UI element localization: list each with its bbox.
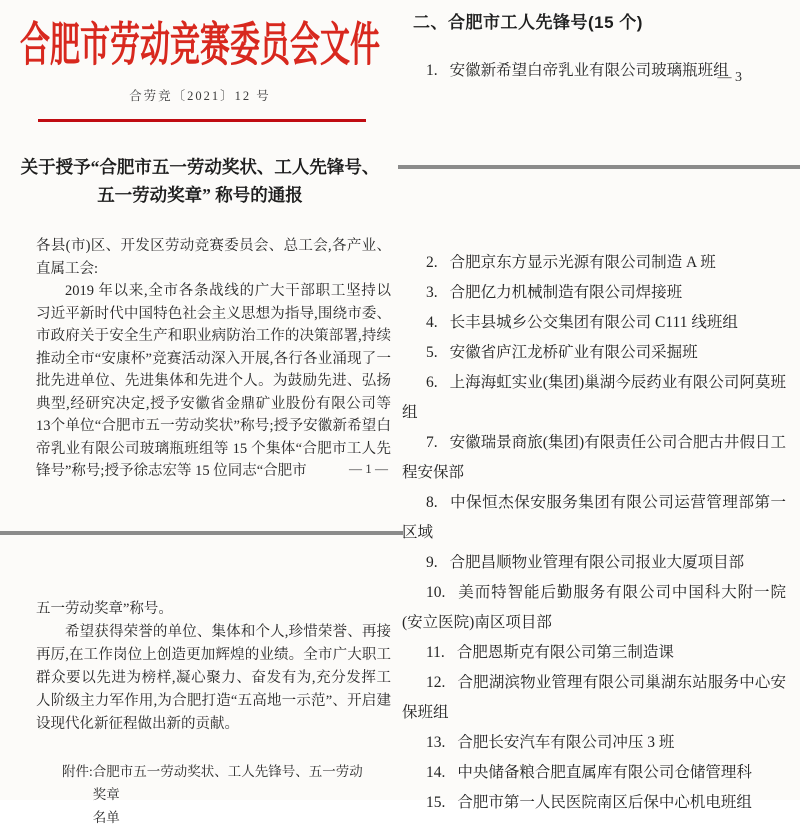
list-item-number: 6.: [426, 374, 438, 391]
list-item: [402, 368, 786, 428]
list-item: [402, 248, 786, 278]
list-item-number: 7.: [426, 434, 438, 451]
attachment-label: 附件:: [62, 764, 93, 779]
list-item-number: 1.: [426, 61, 438, 79]
list-item: [402, 308, 786, 338]
list-item: [402, 758, 786, 788]
attachment-line2: 名单: [92, 810, 120, 825]
list-item-number: 10.: [426, 584, 446, 601]
list-item-text: 合肥市第一人民医院南区后保中心机电班组: [457, 794, 752, 811]
list-item-text: 合肥亿力机械制造有限公司焊接班: [449, 284, 683, 301]
list-item-number: 8.: [426, 494, 438, 511]
list-item: [402, 278, 786, 308]
list-item-text: 中央储备粮合肥直属库有限公司仓储管理科: [457, 764, 752, 781]
list-item-number: 11.: [426, 644, 445, 661]
list-item-text: 合肥昌顺物业管理有限公司报业大厦项目部: [449, 554, 745, 571]
list-item-text: 合肥恩斯克有限公司第三制造课: [456, 644, 674, 661]
list-item-text: 安徽瑞景商旅(集团)有限责任公司合肥古井假日工程安保部: [402, 434, 786, 481]
list-item-text: 中保恒杰保安服务集团有限公司运营管理部第一区域: [402, 494, 786, 541]
list-item-text: 安徽新希望白帝乳业有限公司玻璃瓶班组: [449, 61, 729, 79]
notice-title: [10, 153, 390, 209]
attachment-content: [93, 760, 369, 829]
worker-pioneer-list: [402, 248, 786, 818]
list-item: [402, 668, 786, 728]
page2-body: [36, 598, 391, 736]
list-item-text: 长丰县城乡公交集团有限公司 C111 线班组: [449, 314, 738, 331]
list-item-number: 14.: [426, 764, 446, 781]
attachment-line1: 合肥市五一劳动奖状、工人先锋号、五一劳动奖章: [92, 764, 363, 802]
list-item: [402, 578, 786, 638]
salutation: 各县(市)区、开发区劳动竞赛委员会、总工会,各产业、直属工会:: [36, 238, 391, 277]
list-item-text: 安徽省庐江龙桥矿业有限公司采掘班: [449, 344, 698, 361]
notice-title-line1: 关于授予“合肥市五一劳动奖状、工人先锋号、: [20, 157, 380, 177]
page1-paragraph: 2019 年以来,全市各条战线的广大干部职工坚持以习近平新时代中国特色社会主义思想为指导,围绕市委、市政府关于安全生产和职业病防治工作的决策部署,持续推动全市“安康杯”竞赛活动深入开展,各行各业涌现了一批先进单位、先进集体和先进个人。为鼓励先进、弘扬典型,经研究决定,授予安徽省金鼎矿业股份有限公司等13个单位“合肥市五一劳动奖状”称号;授予安徽新希望白帝乳业有限公司玻璃瓶班组等 15 个集体“合肥市工人先锋号”称号;授予徐志宏等 15 位同志“合肥市: [36, 283, 391, 479]
page1-body: [36, 235, 391, 483]
list-item-number: 3.: [426, 284, 438, 301]
list-item-number: 15.: [426, 794, 446, 811]
list-item-text: 合肥长安汽车有限公司冲压 3 班: [457, 734, 675, 751]
list-item-number: 13.: [426, 734, 446, 751]
attachment-block: [62, 760, 382, 829]
list-item: [402, 338, 786, 368]
page2-paragraph: 希望获得荣誉的单位、集体和个人,珍惜荣誉、再接再厉,在工作岗位上创造更加辉煌的业绩。全市广大职工群众要以先进为榜样,凝心聚力、奋发有为,充分发挥工人阶级主力军作用,为合肥打造“五高地一示范”、开启建设现代化新征程做出新的贡献。: [36, 624, 391, 732]
page2-opening-line: 五一劳动奖章”称号。: [36, 601, 173, 617]
page1-page-number: — 1 —: [349, 461, 388, 476]
list-item: [402, 548, 786, 578]
page-divider-right: [398, 165, 800, 169]
list-item-text: 合肥湖滨物业管理有限公司巢湖东站服务中心安保班组: [402, 674, 786, 721]
notice-title-line2: 五一劳动奖章” 称号的通报: [97, 185, 303, 205]
page3-page-number: — 3: [717, 70, 742, 85]
list-item-number: 2.: [426, 254, 438, 271]
list-item-number: 5.: [426, 344, 438, 361]
list-item-text: 美而特智能后勤服务有限公司中国科大附一院(安立医院)南区项目部: [402, 584, 786, 631]
list-item-number: 12.: [426, 674, 446, 691]
red-header-rule: [38, 119, 366, 122]
page-divider-left: [0, 531, 403, 535]
list-item-text: 上海海虹实业(集团)巢湖今辰药业有限公司阿莫班组: [402, 374, 786, 421]
document-number: 合劳竞〔2021〕12 号: [129, 89, 271, 103]
list-item-number: 4.: [426, 314, 438, 331]
section-heading-worker-pioneer: 二、合肥市工人先锋号(15 个): [413, 13, 643, 32]
list-item: [402, 488, 786, 548]
list-item-number: 9.: [426, 554, 438, 571]
list-item: [402, 728, 786, 758]
list-item: [402, 788, 786, 818]
document-header-title: 合肥市劳动竞赛委员会文件: [20, 19, 380, 72]
list-item: [402, 428, 786, 488]
list-item-text: 合肥京东方显示光源有限公司制造 A 班: [449, 254, 716, 271]
list-item: [402, 638, 786, 668]
document-red-banner: [0, 6, 400, 72]
